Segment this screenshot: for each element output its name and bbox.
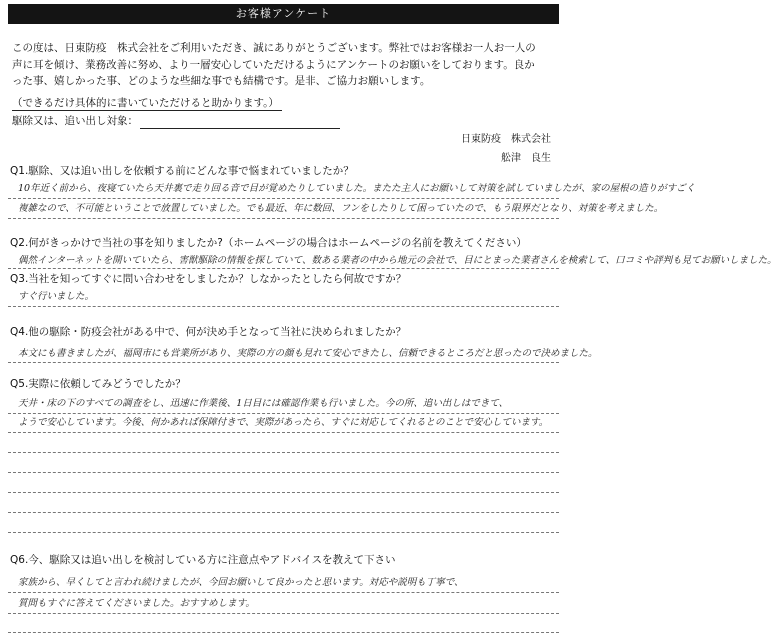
company-block — [461, 133, 551, 165]
question-2: Q2.何がきっかけで当社の事を知りましたか?（ホームページの場合はホームページの名前を教えてください） — [10, 237, 527, 249]
target-label: 駆除又は、追い出し対象： — [12, 115, 138, 127]
answer-line — [8, 218, 559, 219]
answer-line — [8, 592, 559, 593]
note-underline — [12, 110, 282, 111]
question-3: Q3.当社を知ってすぐに問い合わせをしましたか？しなかったとしたら何故ですか？ — [10, 273, 407, 285]
answer-line — [8, 632, 559, 633]
answer-line — [8, 532, 559, 533]
question-4: Q4.他の駆除・防疫会社がある中で、何が決め手となって当社に決められましたか？ — [10, 326, 407, 338]
answer-3-line-1: すぐ行いました。 — [18, 291, 95, 302]
answer-line — [8, 413, 559, 414]
answer-line — [8, 613, 559, 614]
intro-text — [12, 40, 557, 90]
intro-line: った事、嬉しかった事、どのような些細な事でも結構です。是非、ご協力お願いします。 — [12, 75, 431, 87]
answer-line — [8, 306, 559, 307]
answer-line — [8, 362, 559, 363]
answer-4-line-1: 本文にも書きましたが、福岡市にも営業所があり、実際の方の顔も見れて安心できたし、信頼できるところだと思ったので決めました。 — [18, 348, 598, 359]
answer-line — [8, 492, 559, 493]
answer-line — [8, 512, 559, 513]
answer-1-line-1: 10年近く前から、夜寝ていたら天井裏で走り回る音で目が覚めたりしていました。またた主人にお願いして対策を試していましたが、家の屋根の造りがすごく — [18, 183, 696, 194]
survey-title: お客様アンケート — [8, 4, 559, 24]
answer-6-line-1: 家族から、早くしてと言われ続けましたが、今回お願いして良かったと思います。対応や説明も丁寧で、 — [18, 577, 464, 588]
question-6: Q6.今、駆除又は追い出しを検討している方に注意点やアドバイスを教えて下さい — [10, 554, 396, 566]
intro-line: この度は、日東防疫 株式会社をご利用いただき、誠にありがとうございます。弊社ではお客様お一人お一人の — [12, 42, 536, 54]
answer-5-line-2: ようで安心しています。今後、何かあれば保障付きで、実際があったら、すぐに対応してくれるとのことで安心しています。 — [18, 417, 549, 428]
contact-person: 舩津 良生 — [501, 153, 551, 164]
target-underline — [140, 128, 340, 129]
answer-2-line-1: 偶然インターネットを開いていたら、害獣駆除の情報を探していて、数ある業者の中から地元の会社で、目にとまった業者さんを検索して、口コミや評判も見てお願いしました。 — [18, 255, 777, 266]
answer-1-line-2: 複雑なので、不可能ということで放置していました。でも最近、年に数回、フンをしたりして困っていたので、もう限界だとなり、対策を考えました。 — [18, 203, 664, 214]
question-5: Q5.実際に依頼してみどうでしたか？ — [10, 378, 186, 390]
intro-note: （できるだけ具体的に書いていただけると助かります。） — [12, 97, 279, 109]
answer-line — [8, 198, 559, 199]
answer-6-line-2: 質問もすぐに答えてくださいました。おすすめします。 — [18, 598, 255, 609]
answer-line — [8, 452, 559, 453]
company-name: 日東防疫 株式会社 — [461, 134, 551, 145]
intro-line: 声に耳を傾け、業務改善に努め、より一層安心していただけるようにアンケートのお願いをしております。良か — [12, 58, 535, 71]
answer-5-line-1: 天井・床の下のすべての調査をし、迅速に作業後、1日目には確認作業も行いました。今の所、追い出しはできて、 — [18, 398, 509, 409]
answer-line — [8, 268, 559, 269]
answer-line — [8, 472, 559, 473]
answer-line — [8, 432, 559, 433]
question-1: Q1.駆除、又は追い出しを依頼する前にどんな事で悩まれていましたか？ — [10, 165, 354, 177]
